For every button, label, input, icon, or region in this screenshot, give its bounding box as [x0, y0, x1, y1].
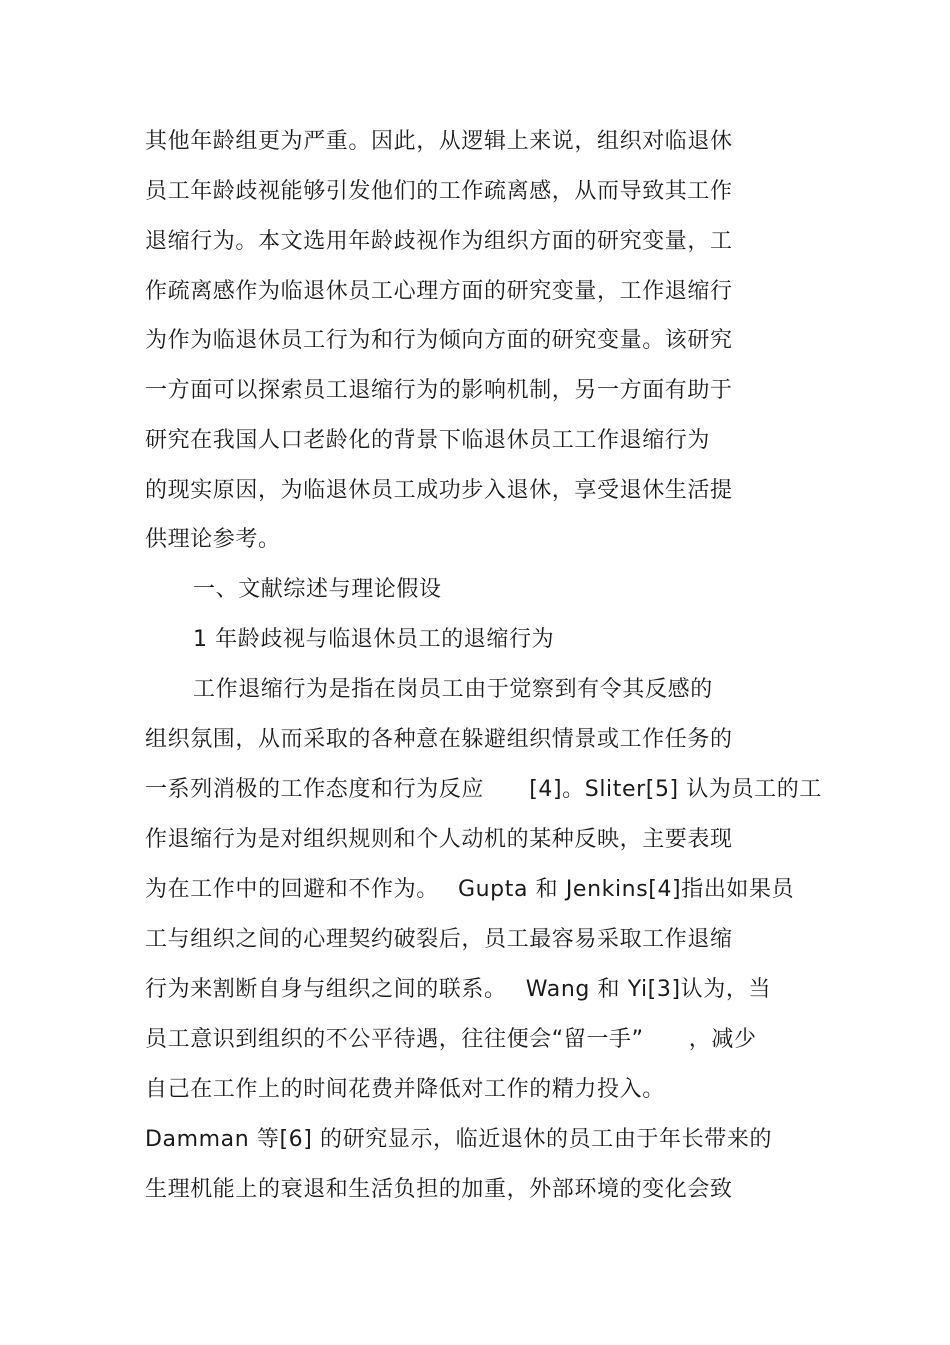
body-text-line: 研究在我国人口老龄化的背景下临退休员工工作退缩行为: [145, 428, 711, 453]
body-text-line: 员工年龄歧视能够引发他们的工作疏离感，从而导致其工作: [145, 179, 733, 204]
body-text-line: 退缩行为。本文选用年龄歧视作为组织方面的研究变量，工: [145, 229, 733, 254]
body-text-line: 作疏离感作为临退休员工心理方面的研究变量，工作退缩行: [145, 279, 733, 304]
body-text-line: Damman 等[6] 的研究显示，临近退休的员工由于年长带来的: [145, 1127, 773, 1152]
body-text-line: 行为来割断自身与组织之间的联系。 Wang 和 Yi[3]认为，当: [145, 977, 772, 1002]
body-text-line: 一系列消极的工作态度和行为反应 [4]。Sliter[5] 认为员工的工: [145, 777, 822, 802]
body-text-line: 自己在工作上的时间花费并降低对工作的精力投入。: [145, 1077, 665, 1102]
body-text-line: 的现实原因，为临退休员工成功步入退休，享受退休生活提: [145, 478, 733, 503]
section-heading: 一、文献综述与理论假设: [193, 577, 442, 602]
paragraph-first-line: 工作退缩行为是指在岗员工由于觉察到有令其反感的: [193, 677, 713, 702]
subsection-heading: 1 年龄歧视与临退休员工的退缩行为: [193, 627, 555, 652]
body-text-line: 生理机能上的衰退和生活负担的加重，外部环境的变化会致: [145, 1177, 733, 1202]
body-text-line: 供理论参考。: [145, 527, 281, 552]
body-text-line: 为在工作中的回避和不作为。 Gupta 和 Jenkins[4]指出如果员: [145, 877, 795, 902]
body-text-line: 一方面可以探索员工退缩行为的影响机制，另一方面有助于: [145, 378, 733, 403]
body-text-line: 其他年龄组更为严重。因此，从逻辑上来说，组织对临退休: [145, 129, 733, 154]
body-text-line: 组织氛围，从而采取的各种意在躲避组织情景或工作任务的: [145, 727, 733, 752]
body-text-line: 作退缩行为是对组织规则和个人动机的某种反映，主要表现: [145, 827, 733, 852]
body-text-line: 工与组织之间的心理契约破裂后，员工最容易采取工作退缩: [145, 927, 733, 952]
body-text-line: 员工意识到组织的不公平待遇，往往便会“留一手” ，减少: [145, 1027, 757, 1052]
body-text-line: 为作为临退休员工行为和行为倾向方面的研究变量。该研究: [145, 328, 733, 353]
